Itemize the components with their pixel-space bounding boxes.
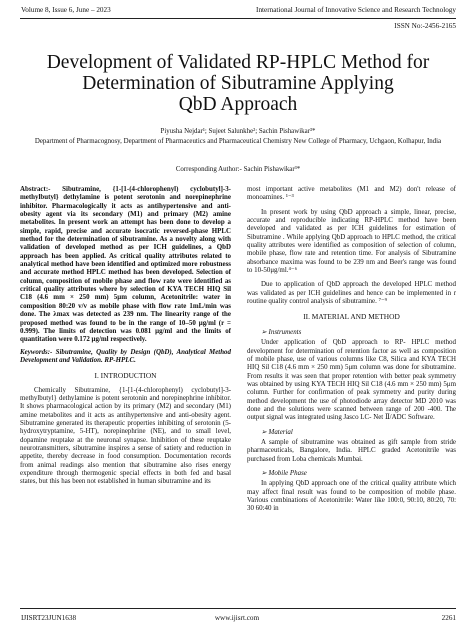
title-line-1: Development of Validated RP-HPLC Method for (46, 52, 430, 73)
section-heading-introduction: I. INTRODUCTION (94, 371, 157, 381)
instruments-paragraph: Under application of QbD approach to RP- HPLC method development for determination of retention factor as well as composition of mobile phase, use of various columns like C8, Silica and KYA TECH HIQ Sil C18 (4.6 mm × 250 mm) 5μm column was done for sibutramine. From results it was seen that proper retention with better peak symmetry was obtained by using KYA TECH HIQ Sil C18 (4.6 mm × 250 mm) 5μm column. Further for confirmation of peak symmetry and purity during method development the use of photodiode array detector MD 2010 was done and the solutions were scanned between range of 200 -400. The output signal was integrated using Jasco LC- Net Ⅱ/ADC Software. (247, 338, 456, 422)
left-column (20, 185, 231, 486)
affiliation: Department of Pharmacognosy, Department of Pharmaceutics and Pharmaceutical Chemistry New College of Pharmacy, Uchgaon, Kolhapur, India (34, 138, 442, 145)
right-column (247, 185, 456, 513)
title-line-3: QbD Approach (178, 94, 298, 115)
paper-title (20, 52, 456, 115)
header-rule (20, 18, 456, 19)
subheading-mobile-phase: ➢ Mobile Phase (261, 468, 307, 477)
authors: Piyusha Nejdar¹; Sujeet Salunkhe²; Sachin Pishawikar³* (160, 128, 316, 135)
intro-paragraph: Chemically Sibutramine, {1-[1-(4-chlorophenyl) cyclobutyl]-3-methylbutyl} dethylamine is potent serotonin and norepinephrine inhibitor. It shows pharmacological action by its primary (M2) and secondary (M1) amine metabolites and it acts as antihypertensive and anti-obesity agent. Sibutramine generated its therapeutic properties inhibiting of serotonin (5-hydroxytryptamine, 5-HT), norepinephrine (NE), and to small level, dopamine reuptake at the neuronal synapse. Inhibition of these reuptake neurotransmitters, sibutramine inspires a sense of satiety and reduction in appetite, thereby decrease in food consumption. Documentation records from animal readings also mention that sibutramine also rises energy expenditure through thermogenic special effects in both fed and basal states, but this has been not established in human sibutramine and its (20, 385, 231, 486)
abstract: Abstract:- Sibutramine, {1-[1-(4-chlorophenyl) cyclobutyl]-3-methylbutyl} dethylamine is potent serotonin and norepinephrine inhibitor. Pharmacologically it acts as antihypertensive and anti-obesity agent via its secondary (M1) and primary (M2) amine metabolites. In present work an attempt has been done to develop a simple, rapid, precise and accurate isocratic reversed-phase HPLC method for the determination of sibutramine. As a novelty along with validation of developed method as per ICH guidelines, a QbD approach has been applied. As critical quality attributes related to analytical method have been identified and optimized more robustness and accurate method HPLC method has been developed. Selection of column, composition of mobile phase and flow rate were identified as critical quality attributes where by selection of KYA TECH HIQ Sil C18 (4.6 mm × 250 mm) 5μm column, Acetonitrile: water in composition 80:20 v/v as mobile phase with flow rate 1mL/min was done. The λmax was detected as 239 nm. The linearity range of the proposed method was found to be in the range of 10–50 μg/ml (r = 0.999). The limits of detection was 0.081 μg/ml and the limits of quantitation were 0.172 μg/ml respectively. (20, 185, 231, 344)
page-number: 2261 (441, 614, 456, 622)
volume-info: Volume 8, Issue 6, June – 2023 (21, 6, 111, 14)
paper-code: IJISRT23JUN1638 (21, 614, 77, 622)
keywords: Keywords:- Sibutramine, Quality by Design (QbD), Analytical Method Development and Validation. RP-HPLC. (20, 347, 231, 364)
material-paragraph: A sample of sibutramine was obtained as gift sample from stride pharmaceuticals, Bangalore, India. HPLC graded Acetonitrile was purchased from Loba chemicals Mumbai. (247, 437, 456, 463)
title-line-2: Determination of Sibutramine Applying (82, 73, 394, 94)
subheading-material: ➢ Material (261, 427, 293, 436)
journal-website: www.ijisrt.com (214, 614, 260, 622)
qbd-paragraph: In present work by using QbD approach a simple, linear, precise, accurate and reproducible indicating RP-HPLC method have been developed and validated as per ICH guidelines for estimation of Sibutramine . While applying QbD approach to HPLC method, the critical quality attributes were identified as composition of selection of column, mobile phase, flow rate and retention time. For analysis of Sibutramine absorbance maxima was found to be 239 nm and Beer's range was found to 10-50μg/ml.⁴⁻⁶ (247, 207, 456, 275)
validation-paragraph: Due to application of QbD approach the developed HPLC method was validated as per ICH guidelines and hence can be implemented in r routine quality control analysis of sibutramine. ⁷⁻⁹ (247, 280, 456, 306)
subheading-instruments: ➢ Instruments (261, 327, 302, 336)
footer-rule (20, 608, 456, 609)
journal-name: International Journal of Innovative Science and Research Technology (256, 6, 456, 14)
section-heading-material-method: II. MATERIAL AND METHOD (303, 312, 400, 322)
mobile-phase-paragraph: In applying QbD approach one of the critical quality attribute which may affect final result was found to be composition of mobile phase. Various combinations of Acetonitrile: Water like 100:0, 90:10, 80:20, 70: 30 60:40 in (247, 479, 456, 513)
corresponding-author: Corresponding Author:- Sachin Pishawikar³* (175, 166, 301, 173)
issn: ISSN No:-2456-2165 (394, 22, 456, 30)
continued-paragraph: most important active metabolites (M1 and M2) don't release of monoamines. ¹⁻³ (247, 185, 456, 202)
